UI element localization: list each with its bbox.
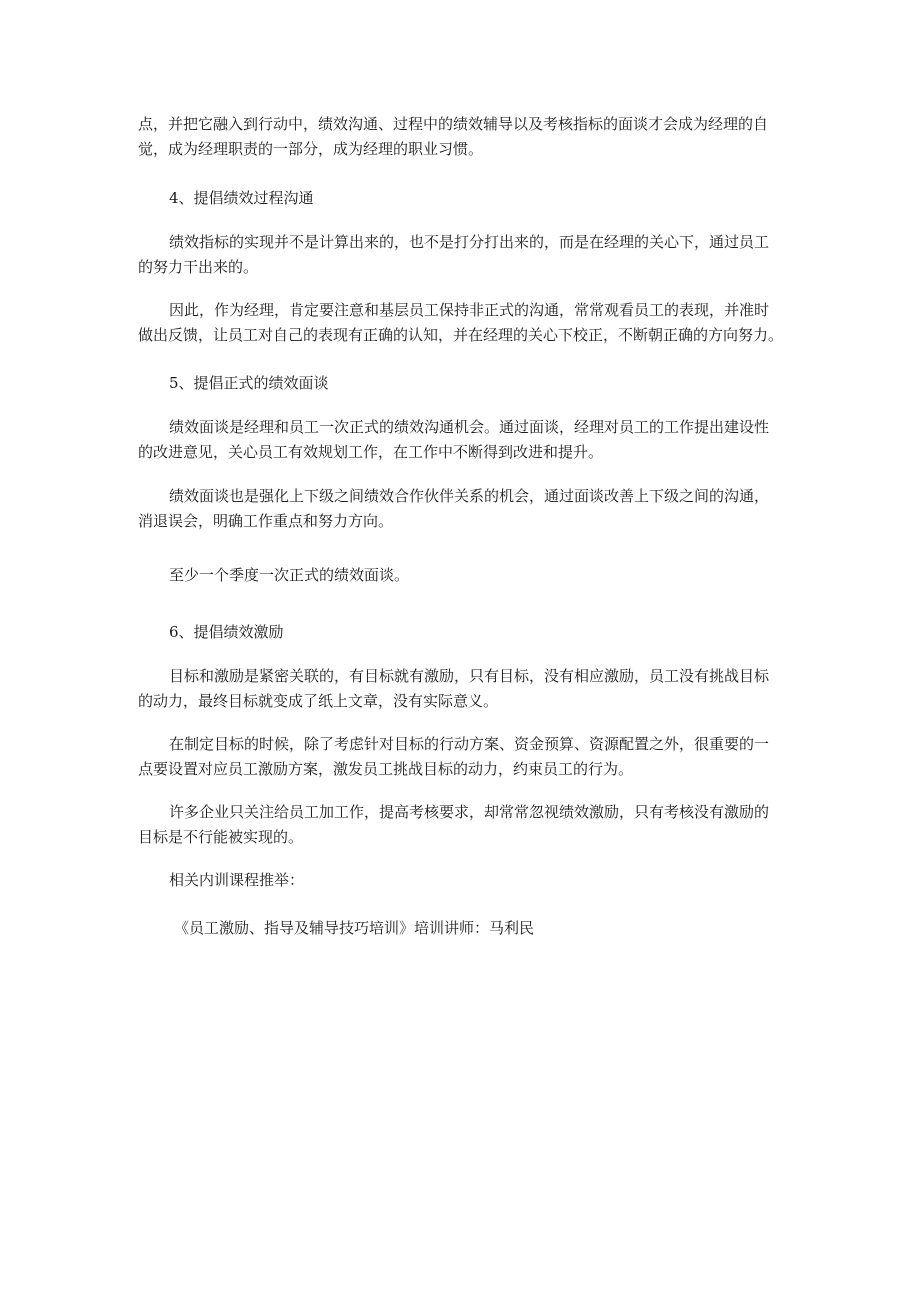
text-line: 绩效面谈也是强化上下级之间绩效合作伙伴关系的机会，通过面谈改善上下级之间的沟通， <box>169 487 770 505</box>
paragraph-6a <box>138 664 784 714</box>
course-recommendation: 《员工激励、指导及辅导技巧培训》培训讲师：马利民 <box>174 919 535 937</box>
section-heading-4: 4、提倡绩效过程沟通 <box>169 189 314 207</box>
paragraph-6c <box>138 800 784 850</box>
text-line: 点要设置对应员工激励方案，激发员工挑战目标的动力，约束员工的行为。 <box>138 760 634 778</box>
text-line: 许多企业只关注给员工加工作，提高考核要求，却常常忽视绩效激励，只有考核没有激励的 <box>169 803 770 821</box>
text-line: 消退误会，明确工作重点和努力方向。 <box>138 512 394 530</box>
section-heading-5: 5、提倡正式的绩效面谈 <box>169 374 329 392</box>
paragraph-6b <box>138 732 784 782</box>
paragraph-4a <box>138 230 784 280</box>
recommendation-label: 相关内训课程推举： <box>169 871 305 889</box>
text-line: 在制定目标的时候，除了考虑针对目标的行动方案、资金预算、资源配置之外，很重要的一 <box>169 735 770 753</box>
text-line: 目标和激励是紧密关联的，有目标就有激励，只有目标，没有相应激励，员工没有挑战目标 <box>169 667 770 685</box>
section-heading-6: 6、提倡绩效激励 <box>169 623 284 641</box>
text-line: 的动力，最终目标就变成了纸上文章，没有实际意义。 <box>138 692 499 710</box>
paragraph-5c: 至少一个季度一次正式的绩效面谈。 <box>169 566 410 584</box>
paragraph-5b <box>138 484 784 534</box>
text-line: 的改进意见，关心员工有效规划工作，在工作中不断得到改进和提升。 <box>138 443 604 461</box>
paragraph-4b <box>138 298 784 348</box>
paragraph-5a <box>138 415 784 465</box>
text-line: 因此，作为经理，肯定要注意和基层员工保持非正式的沟通，常常观看员工的表现，并准时 <box>169 301 770 319</box>
text-line: 的努力干出来的。 <box>138 258 259 276</box>
text-line: 做出反馈，让员工对自己的表现有正确的认知，并在经理的关心下校正，不断朝正确的方向努力。 <box>138 326 784 344</box>
text-line: 点，并把它融入到行动中，绩效沟通、过程中的绩效辅导以及考核指标的面谈才会成为经理的自 <box>138 115 769 133</box>
text-line: 绩效面谈是经理和员工一次正式的绩效沟通机会。通过面谈，经理对员工的工作提出建设性 <box>169 418 770 436</box>
paragraph-intro <box>138 112 784 162</box>
text-line: 觉，成为经理职责的一部分，成为经理的职业习惯。 <box>138 140 484 158</box>
text-line: 绩效指标的实现并不是计算出来的，也不是打分打出来的，而是在经理的关心下，通过员工 <box>169 233 770 251</box>
text-line: 目标是不行能被实现的。 <box>138 828 304 846</box>
